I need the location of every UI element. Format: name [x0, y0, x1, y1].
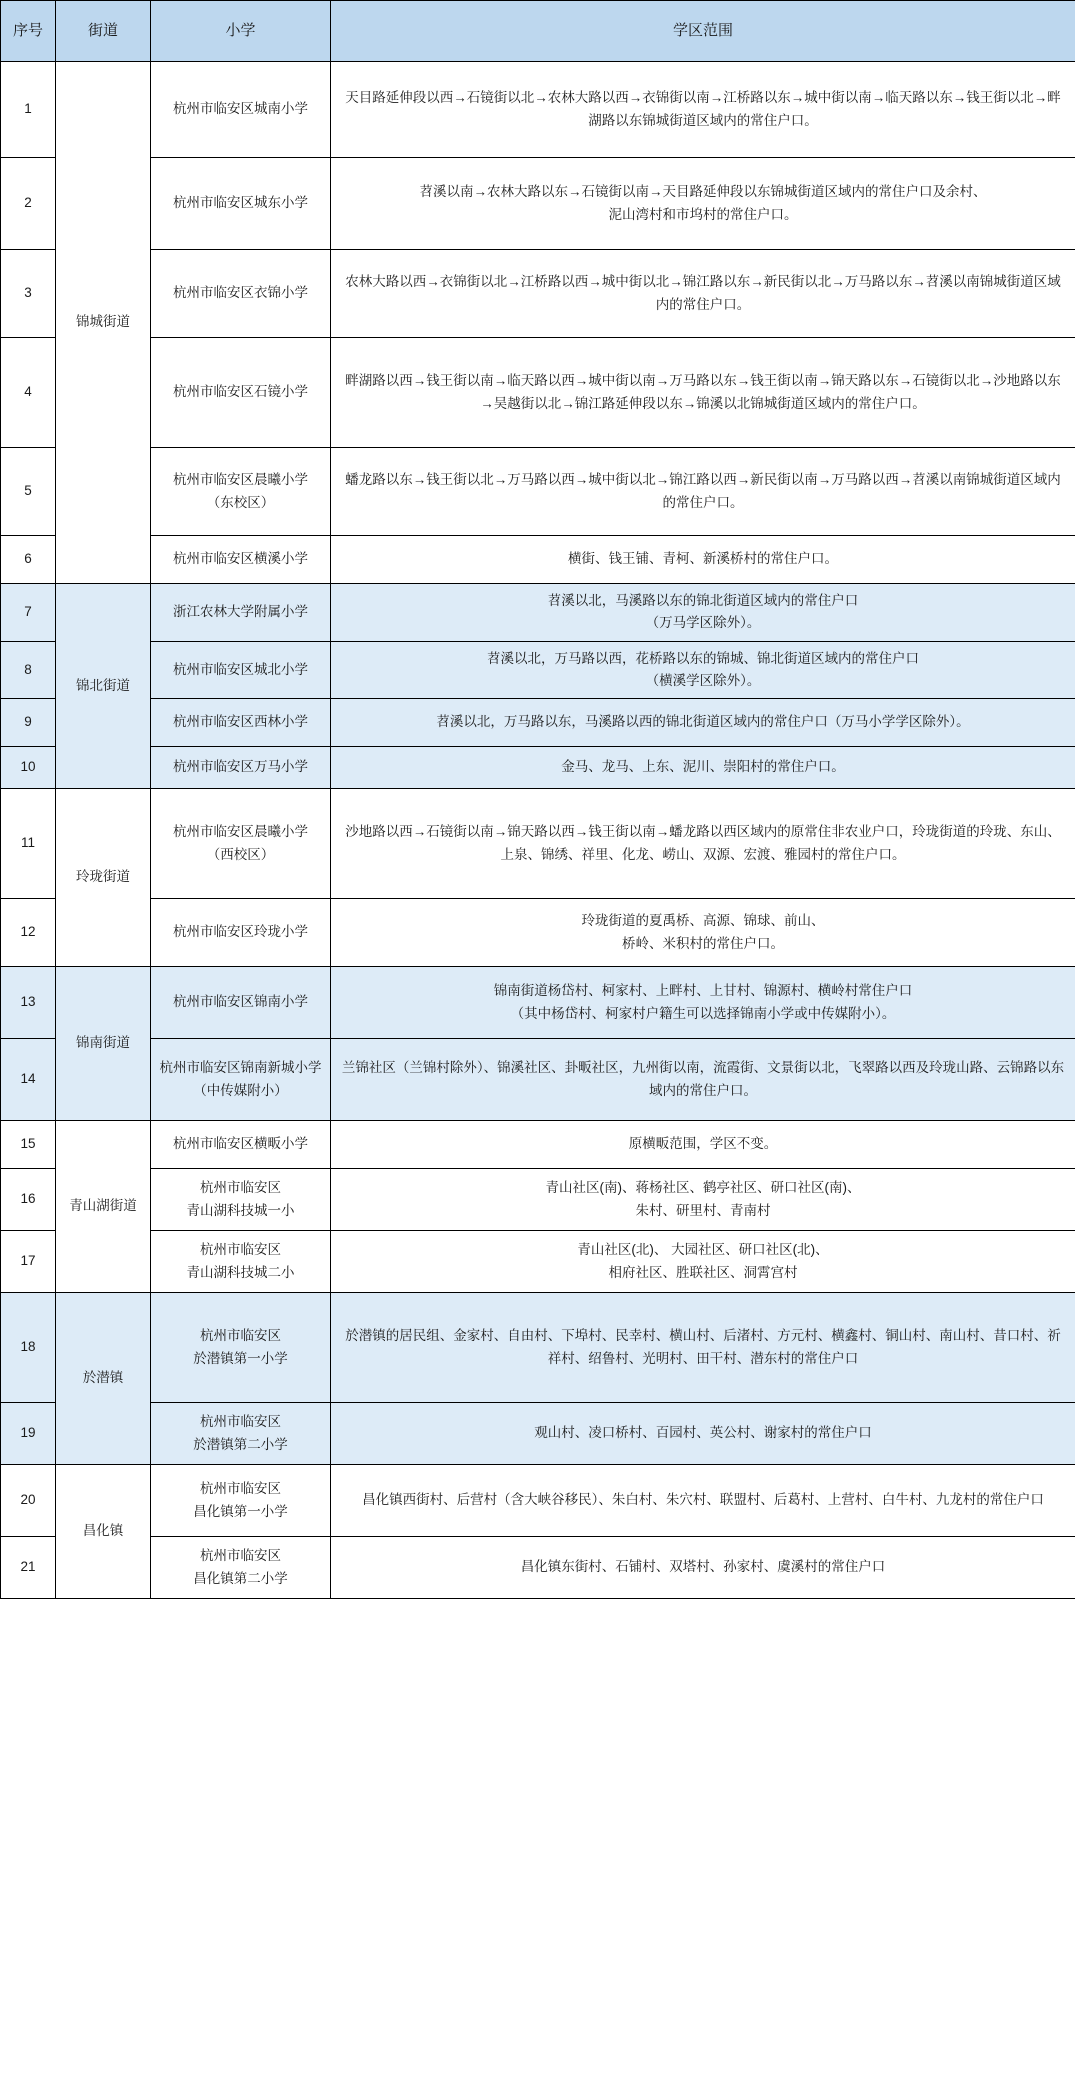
cell-school: 杭州市临安区西林小学 — [151, 699, 331, 747]
table-row — [1, 158, 1075, 250]
cell-street: 锦城街道 — [56, 62, 151, 584]
cell-school: 杭州市临安区城东小学 — [151, 158, 331, 250]
cell-school: 浙江农林大学附属小学 — [151, 584, 331, 642]
cell-seq: 11 — [1, 789, 56, 899]
table-row — [1, 536, 1075, 584]
column-header-school: 小学 — [151, 1, 331, 62]
cell-school: 杭州市临安区城北小学 — [151, 641, 331, 699]
cell-seq: 3 — [1, 250, 56, 338]
cell-street: 於潜镇 — [56, 1293, 151, 1465]
cell-seq: 21 — [1, 1537, 56, 1599]
cell-street: 锦南街道 — [56, 967, 151, 1121]
cell-school: 杭州市临安区横畈小学 — [151, 1121, 331, 1169]
cell-seq: 4 — [1, 338, 56, 448]
table-row — [1, 250, 1075, 338]
cell-school: 杭州市临安区 青山湖科技城一小 — [151, 1169, 331, 1231]
column-header-range: 学区范围 — [331, 1, 1075, 62]
cell-range: 农林大路以西→衣锦街以北→江桥路以西→城中街以北→锦江路以东→新民街以北→万马路以东→苕溪以南锦城街道区域内的常住户口。 — [331, 250, 1075, 338]
cell-range: 原横畈范围，学区不变。 — [331, 1121, 1075, 1169]
cell-seq: 8 — [1, 641, 56, 699]
column-header-street: 街道 — [56, 1, 151, 62]
table-row — [1, 1231, 1075, 1293]
table-row — [1, 967, 1075, 1039]
cell-range: 青山社区(南)、蒋杨社区、鹤亭社区、研口社区(南)、 朱村、研里村、青南村 — [331, 1169, 1075, 1231]
table-row — [1, 338, 1075, 448]
cell-street: 锦北街道 — [56, 584, 151, 789]
cell-seq: 12 — [1, 899, 56, 967]
table-row — [1, 1293, 1075, 1403]
cell-range: 畔湖路以西→钱王街以南→临天路以西→城中街以南→万马路以东→钱王街以南→锦天路以东→石镜街以北→沙地路以东→吴越街以北→锦江路延伸段以东→锦溪以北锦城街道区域内的常住户口。 — [331, 338, 1075, 448]
cell-seq: 5 — [1, 448, 56, 536]
cell-school: 杭州市临安区 於潜镇第二小学 — [151, 1403, 331, 1465]
table-row — [1, 448, 1075, 536]
cell-school: 杭州市临安区晨曦小学 （西校区） — [151, 789, 331, 899]
cell-range: 锦南街道杨岱村、柯家村、上畔村、上甘村、锦源村、横岭村常住户口 （其中杨岱村、柯家村户籍生可以选择锦南小学或中传媒附小）。 — [331, 967, 1075, 1039]
cell-seq: 17 — [1, 1231, 56, 1293]
cell-seq: 6 — [1, 536, 56, 584]
cell-range: 昌化镇西街村、后营村（含大峡谷移民）、朱白村、朱穴村、联盟村、后葛村、上营村、白牛村、九龙村的常住户口 — [331, 1465, 1075, 1537]
cell-seq: 9 — [1, 699, 56, 747]
cell-seq: 7 — [1, 584, 56, 642]
cell-school: 杭州市临安区万马小学 — [151, 747, 331, 789]
cell-school: 杭州市临安区 昌化镇第二小学 — [151, 1537, 331, 1599]
cell-seq: 16 — [1, 1169, 56, 1231]
cell-range: 兰锦社区（兰锦村除外）、锦溪社区、卦畈社区，九州街以南，流霞街、文景街以北，飞翠路以西及玲珑山路、云锦路以东域内的常住户口。 — [331, 1039, 1075, 1121]
table-row — [1, 584, 1075, 642]
cell-range: 苕溪以北，马溪路以东的锦北街道区域内的常住户口 （万马学区除外）。 — [331, 584, 1075, 642]
table-row — [1, 1039, 1075, 1121]
cell-school: 杭州市临安区 昌化镇第一小学 — [151, 1465, 331, 1537]
table-row — [1, 699, 1075, 747]
cell-range: 苕溪以南→农林大路以东→石镜街以南→天目路延伸段以东锦城街道区域内的常住户口及余村、 泥山湾村和市坞村的常住户口。 — [331, 158, 1075, 250]
cell-range: 横街、钱王铺、青柯、新溪桥村的常住户口。 — [331, 536, 1075, 584]
cell-school: 杭州市临安区石镜小学 — [151, 338, 331, 448]
table-row — [1, 1403, 1075, 1465]
cell-school: 杭州市临安区城南小学 — [151, 62, 331, 158]
cell-seq: 19 — [1, 1403, 56, 1465]
cell-street: 玲珑街道 — [56, 789, 151, 967]
table-row — [1, 1121, 1075, 1169]
table-row — [1, 789, 1075, 899]
table-row — [1, 1537, 1075, 1599]
cell-range: 於潜镇的居民组、金家村、自由村、下埠村、民幸村、横山村、后渚村、方元村、横鑫村、铜山村、南山村、昔口村、祈祥村、绍鲁村、光明村、田干村、潜东村的常住户口 — [331, 1293, 1075, 1403]
cell-range: 青山社区(北)、 大园社区、研口社区(北)、 相府社区、胜联社区、洞霄宫村 — [331, 1231, 1075, 1293]
cell-range: 金马、龙马、上东、泥川、崇阳村的常住户口。 — [331, 747, 1075, 789]
cell-seq: 14 — [1, 1039, 56, 1121]
cell-school: 杭州市临安区晨曦小学 （东校区） — [151, 448, 331, 536]
cell-seq: 2 — [1, 158, 56, 250]
cell-seq: 10 — [1, 747, 56, 789]
table-row — [1, 1169, 1075, 1231]
cell-school: 杭州市临安区锦南新城小学 （中传媒附小） — [151, 1039, 331, 1121]
header-row — [1, 1, 1075, 62]
cell-street: 昌化镇 — [56, 1465, 151, 1599]
cell-range: 昌化镇东街村、石铺村、双塔村、孙家村、虞溪村的常住户口 — [331, 1537, 1075, 1599]
cell-school: 杭州市临安区玲珑小学 — [151, 899, 331, 967]
cell-range: 玲珑街道的夏禹桥、高源、锦球、前山、 桥岭、米积村的常住户口。 — [331, 899, 1075, 967]
column-header-seq: 序号 — [1, 1, 56, 62]
cell-seq: 15 — [1, 1121, 56, 1169]
cell-range: 蟠龙路以东→钱王街以北→万马路以西→城中街以北→锦江路以西→新民街以南→万马路以西→苕溪以南锦城街道区域内的常住户口。 — [331, 448, 1075, 536]
cell-range: 苕溪以北，万马路以西，花桥路以东的锦城、锦北街道区域内的常住户口 （横溪学区除外）。 — [331, 641, 1075, 699]
cell-school: 杭州市临安区横溪小学 — [151, 536, 331, 584]
cell-street: 青山湖街道 — [56, 1121, 151, 1293]
cell-seq: 1 — [1, 62, 56, 158]
table-header — [1, 1, 1075, 62]
cell-range: 沙地路以西→石镜街以南→锦天路以西→钱王街以南→蟠龙路以西区域内的原常住非农业户口，玲珑街道的玲珑、东山、上泉、锦绣、祥里、化龙、崂山、双源、宏渡、雅园村的常住户口。 — [331, 789, 1075, 899]
cell-school: 杭州市临安区锦南小学 — [151, 967, 331, 1039]
cell-school: 杭州市临安区 青山湖科技城二小 — [151, 1231, 331, 1293]
table-row — [1, 641, 1075, 699]
table-body — [1, 62, 1075, 1599]
table-row — [1, 62, 1075, 158]
cell-seq: 13 — [1, 967, 56, 1039]
cell-seq: 20 — [1, 1465, 56, 1537]
table-row — [1, 747, 1075, 789]
table-row — [1, 1465, 1075, 1537]
cell-range: 天目路延伸段以西→石镜街以北→农林大路以西→衣锦街以南→江桥路以东→城中街以南→临天路以东→钱王街以北→畔湖路以东锦城街道区域内的常住户口。 — [331, 62, 1075, 158]
cell-seq: 18 — [1, 1293, 56, 1403]
table-row — [1, 899, 1075, 967]
cell-range: 苕溪以北，万马路以东，马溪路以西的锦北街道区域内的常住户口（万马小学学区除外）。 — [331, 699, 1075, 747]
cell-range: 观山村、凌口桥村、百园村、英公村、谢家村的常住户口 — [331, 1403, 1075, 1465]
cell-school: 杭州市临安区 於潜镇第一小学 — [151, 1293, 331, 1403]
cell-school: 杭州市临安区衣锦小学 — [151, 250, 331, 338]
